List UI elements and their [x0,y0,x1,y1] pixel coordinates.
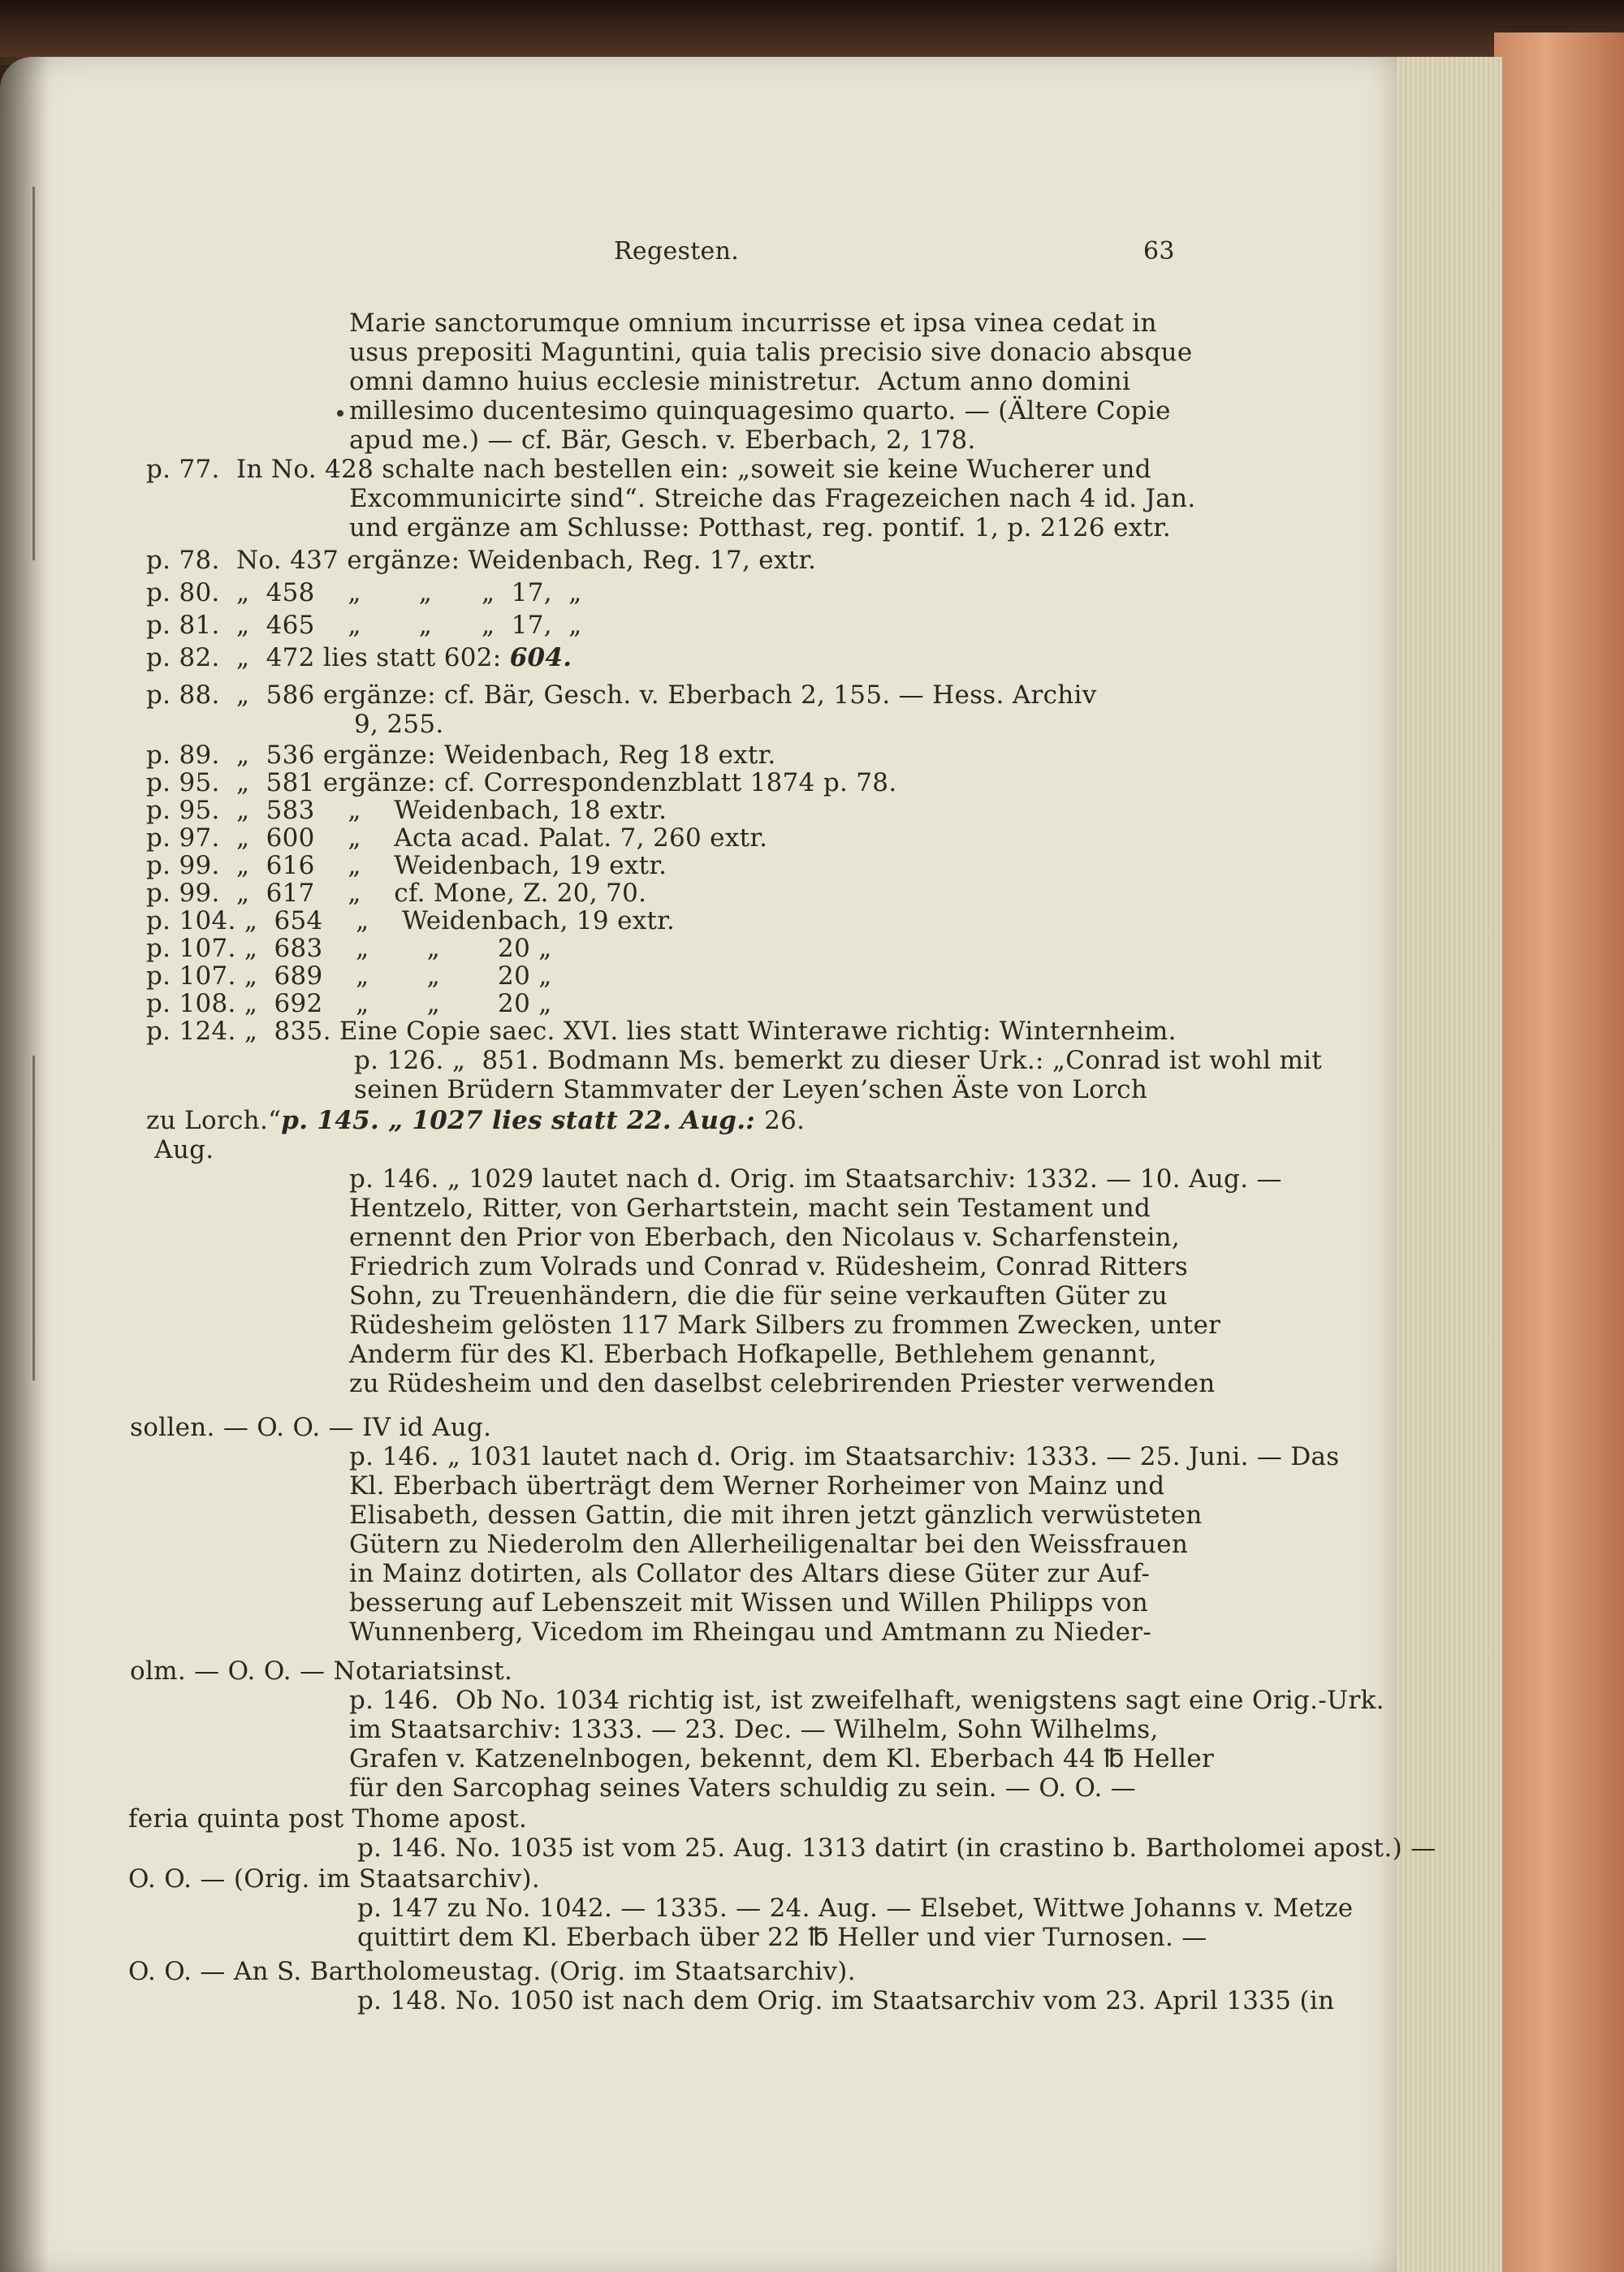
text-span: p. 82. „ 472 lies statt 602: [146,643,510,672]
text-line: p. 95. „ 581 ergänze: cf. Correspondenzblatt 1874 p. 78. [146,768,897,797]
text-span-emphasis: p. 145. „ 1027 lies statt 22. Aug.: [281,1106,765,1135]
text-line [146,643,572,672]
text-line: und ergänze am Schlusse: Potthast, reg. pontif. 1, p. 2126 extr. [349,513,1172,542]
text-line: O. O. — (Orig. im Staatsarchiv). [128,1864,541,1894]
text-line: p. 78. No. 437 ergänze: Weidenbach, Reg. 17, extr. [146,546,817,575]
text-line: Hentzelo, Ritter, von Gerhartstein, macht sein Testament und [349,1194,1151,1223]
text-line: p. 124. „ 835. Eine Copie saec. XVI. lies statt Winterawe richtig: Winternheim. [146,1017,1177,1046]
text-line: millesimo ducentesimo quinquagesimo quarto. — (Ältere Copie [349,396,1171,425]
text-line: Wunnenberg, Vicedom im Rheingau und Amtmann zu Nieder- [349,1618,1152,1647]
text-line: olm. — O. O. — Notariatsinst. [130,1656,513,1686]
text-line: p. 146. „ 1031 lautet nach d. Orig. im Staatsarchiv: 1333. — 25. Juni. — Das [349,1442,1340,1471]
text-line: 9, 255. [354,710,444,739]
text-line: p. 146. No. 1035 ist vom 25. Aug. 1313 datirt (in crastino b. Bartholomei apost.) — [357,1834,1436,1863]
text-line: O. O. — An S. Bartholomeustag. (Orig. im Staatsarchiv). [128,1957,856,1986]
text-line: Anderm für des Kl. Eberbach Hofkapelle, Bethlehem genannt, [349,1340,1157,1369]
text-line: Rüdesheim gelösten 117 Mark Silbers zu frommen Zwecken, unter [349,1311,1221,1340]
text-line: in Mainz dotirten, als Collator des Altars diese Güter zur Auf- [349,1559,1151,1588]
text-line: p. 147 zu No. 1042. — 1335. — 24. Aug. — Elsebet, Wittwe Johanns v. Metze [357,1894,1354,1923]
text-line: p. 80. „ 458 „ „ „ 17, „ [146,578,582,607]
page-number: 63 [1143,237,1175,266]
text-line: Marie sanctorumque omnium incurrisse et ipsa vinea cedat in [349,309,1157,338]
text-span: zu Lorch.“ [146,1106,282,1135]
text-line: omni damno huius ecclesie ministretur. Actum anno domini [349,367,1131,396]
text-line: p. 99. „ 617 „ cf. Mone, Z. 20, 70. [146,879,647,908]
text-line: seinen Brüdern Stammvater der Leyen’schen Äste von Lorch [354,1075,1148,1104]
text-line: apud me.) — cf. Bär, Gesch. v. Eberbach, 2, 178. [349,425,976,455]
text-line: p. 126. „ 851. Bodmann Ms. bemerkt zu dieser Urk.: „Conrad ist wohl mit [354,1046,1323,1075]
text-line: p. 95. „ 583 „ Weidenbach, 18 extr. [146,796,667,825]
text-line: p. 89. „ 536 ergänze: Weidenbach, Reg 18 extr. [146,741,776,770]
text-line [146,1106,805,1135]
text-line: Aug. [146,1135,214,1164]
text-line: feria quinta post Thome apost. [128,1804,528,1834]
text-line: Friedrich zum Volrads und Conrad v. Rüdesheim, Conrad Ritters [349,1252,1189,1281]
text-line: im Staatsarchiv: 1333. — 23. Dec. — Wilhelm, Sohn Wilhelms, [349,1715,1159,1744]
text-line: p. 107. „ 689 „ „ 20 „ [146,961,552,991]
text-line: Gütern zu Niederolm den Allerheiligenaltar bei den Weissfrauen [349,1530,1189,1559]
text-line: p. 81. „ 465 „ „ „ 17, „ [146,611,582,640]
text-line: Elisabeth, dessen Gattin, die mit ihren jetzt gänzlich verwüsteten [349,1501,1203,1530]
text-line: sollen. — O. O. — IV id Aug. [130,1413,492,1442]
text-span-emphasis: 604. [509,643,572,672]
text-line: p. 107. „ 683 „ „ 20 „ [146,934,552,963]
text-line: p. 88. „ 586 ergänze: cf. Bär, Gesch. v. Eberbach 2, 155. — Hess. Archiv [146,680,1097,710]
text-line: p. 97. „ 600 „ Acta acad. Palat. 7, 260 extr. [146,823,768,853]
text-line: p. 108. „ 692 „ „ 20 „ [146,989,552,1018]
text-line: quittirt dem Kl. Eberbach über 22 ℔ Heller und vier Turnosen. — [357,1923,1207,1952]
text-line: p. 148. No. 1050 ist nach dem Orig. im Staatsarchiv vom 23. April 1335 (in [357,1986,1335,2015]
running-head: Regesten. [614,237,740,266]
text-line: p. 146. „ 1029 lautet nach d. Orig. im Staatsarchiv: 1332. — 10. Aug. — [349,1164,1282,1194]
text-line: zu Rüdesheim und den daselbst celebrirenden Priester verwenden [349,1369,1216,1398]
text-line: Sohn, zu Treuenhändern, die die für seine verkauften Güter zu [349,1281,1168,1311]
text-line: ernennt den Prior von Eberbach, den Nicolaus v. Scharfenstein, [349,1223,1181,1252]
text-line: p. 99. „ 616 „ Weidenbach, 19 extr. [146,851,667,880]
text-line: p. 146. Ob No. 1034 richtig ist, ist zweifelhaft, wenigstens sagt eine Orig.-Urk. [349,1686,1384,1715]
text-line: p. 77. In No. 428 schalte nach bestellen ein: „soweit sie keine Wucherer und [146,455,1151,484]
text-line: Excommunicirte sind“. Streiche das Fragezeichen nach 4 id. Jan. [349,484,1196,513]
text-line: usus prepositi Maguntini, quia talis precisio sive donacio absque [349,338,1193,367]
text-line: Grafen v. Katzenelnbogen, bekennt, dem Kl. Eberbach 44 ℔ Heller [349,1744,1215,1773]
text-span: 26. [764,1106,806,1135]
text-line: für den Sarcophag seines Vaters schuldig zu sein. — O. O. — [349,1773,1137,1803]
text-line: Kl. Eberbach überträgt dem Werner Rorheimer von Mainz und [349,1471,1165,1501]
text-line: besserung auf Lebenszeit mit Wissen und Willen Philipps von [349,1588,1149,1618]
text-line: p. 104. „ 654 „ Weidenbach, 19 extr. [146,906,676,935]
